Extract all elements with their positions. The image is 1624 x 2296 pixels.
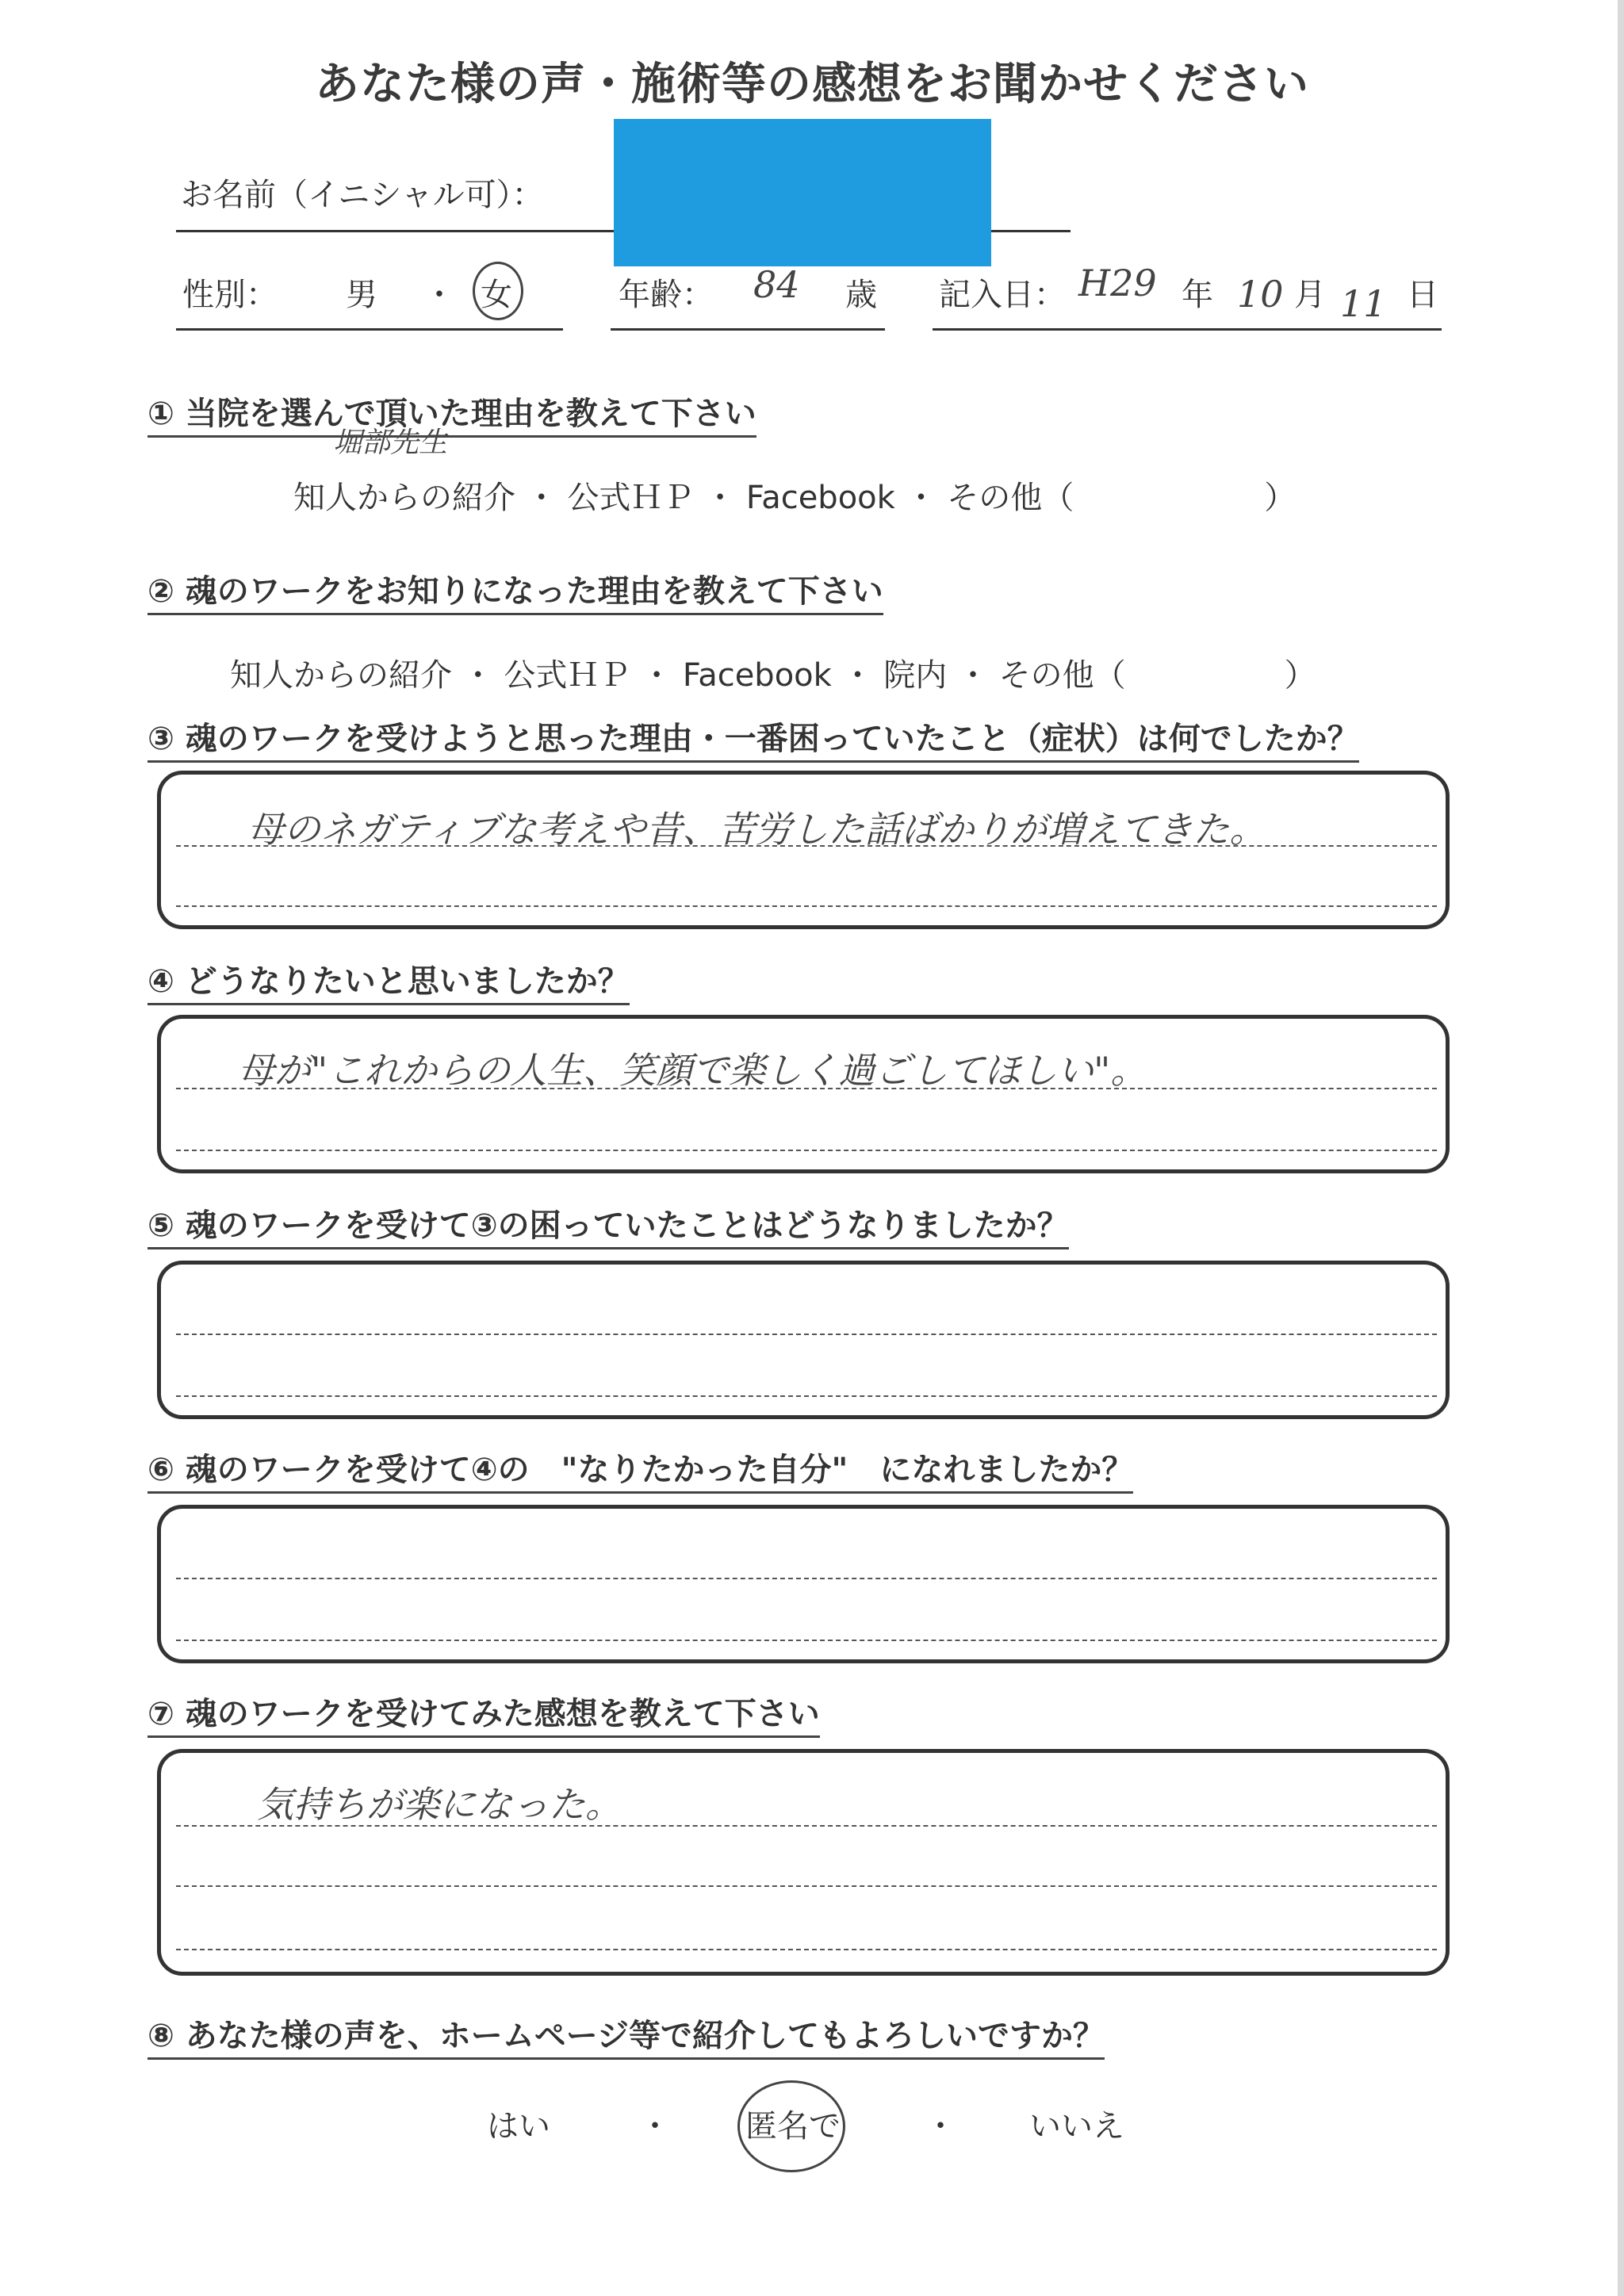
q7-answer-line-3 [176,1949,1437,1950]
q7-label: ⑦ 魂のワークを受けてみた感想を教えて下さい [147,1689,820,1738]
q3-answer: 母のネガティブな考えや昔、苦労した話ばかりが増えてきた。 [247,808,1266,851]
gender-label: 性別： [182,277,278,313]
gender-female: 女 [481,277,512,313]
year-unit: 年 [1182,277,1213,313]
age-unit: 歳 [845,277,877,313]
day-unit: 日 [1407,277,1438,313]
q6-label: ⑥ 魂のワークを受けて④の "なりたかった自分" になれましたか？ [147,1445,1133,1494]
day-value: 11 [1340,282,1387,325]
gender-separator: ・ [423,277,455,313]
month-value: 10 [1237,273,1284,316]
q7-answer: 気持ちが楽になった。 [257,1783,622,1826]
gender-underline [176,328,563,331]
q4-label: ④ どうなりたいと思いましたか？ [147,956,630,1005]
q7-answer-line-2 [176,1885,1437,1887]
q5-answer-line-2 [176,1395,1437,1397]
month-unit: 月 [1294,277,1326,313]
q2-label: ② 魂のワークをお知りになった理由を教えて下さい [147,566,883,615]
q3-label: ③ 魂のワークを受けようと思った理由・一番困っていたこと（症状）は何でしたか？ [147,714,1359,763]
q2-options: 知人からの紹介 ・ 公式ＨＰ ・ Facebook ・ 院内 ・ その他（ ） [230,657,1316,694]
q1-handwritten-note: 堀部先生 [333,427,448,459]
q1-label: ① 当院を選んで頂いた理由を教えて下さい [147,388,756,438]
page-title: あなた様の声・施術等の感想をお聞かせください [315,59,1309,110]
gender-female-circle-mark [473,262,523,320]
q8-option-anonymous: 匿名で [745,2108,841,2145]
date-label: 記入日： [939,277,1066,313]
q3-answer-line-1 [176,845,1437,847]
q7-answer-line-1 [176,1825,1437,1827]
q5-label: ⑤ 魂のワークを受けて③の困っていたことはどうなりましたか？ [147,1200,1069,1249]
date-underline [933,328,1442,331]
q8-option-yes: はい [487,2108,550,2145]
redaction-mask [614,119,991,266]
q6-answer-line-1 [176,1578,1437,1579]
q8-label: ⑧ あなた様の声を、ホームページ等で紹介してもよろしいですか？ [147,2011,1105,2060]
q4-answer-line-1 [176,1088,1437,1089]
name-label: お名前（イニシャル可）： [181,177,544,213]
age-label: 年齢： [619,277,714,313]
q3-answer-line-2 [176,905,1437,907]
q1-options: 知人からの紹介 ・ 公式ＨＰ ・ Facebook ・ その他（ ） [293,480,1297,516]
scan-edge [1618,0,1624,2296]
gender-male: 男 [346,277,377,313]
date-era: H29 [1078,262,1157,304]
q5-answer-line-1 [176,1334,1437,1335]
q4-answer-line-2 [176,1150,1437,1151]
q8-option-no: いいえ [1029,2108,1124,2145]
q8-anonymous-circle-mark [737,2080,845,2172]
q8-separator-1: ・ [639,2108,671,2145]
q6-answer-line-2 [176,1640,1437,1641]
age-underline [611,328,885,331]
age-value: 84 [753,263,800,306]
q8-separator-2: ・ [925,2108,956,2145]
q4-answer: 母が"これからの人生、笑顔で楽しく過ごしてほしい"。 [238,1049,1147,1092]
